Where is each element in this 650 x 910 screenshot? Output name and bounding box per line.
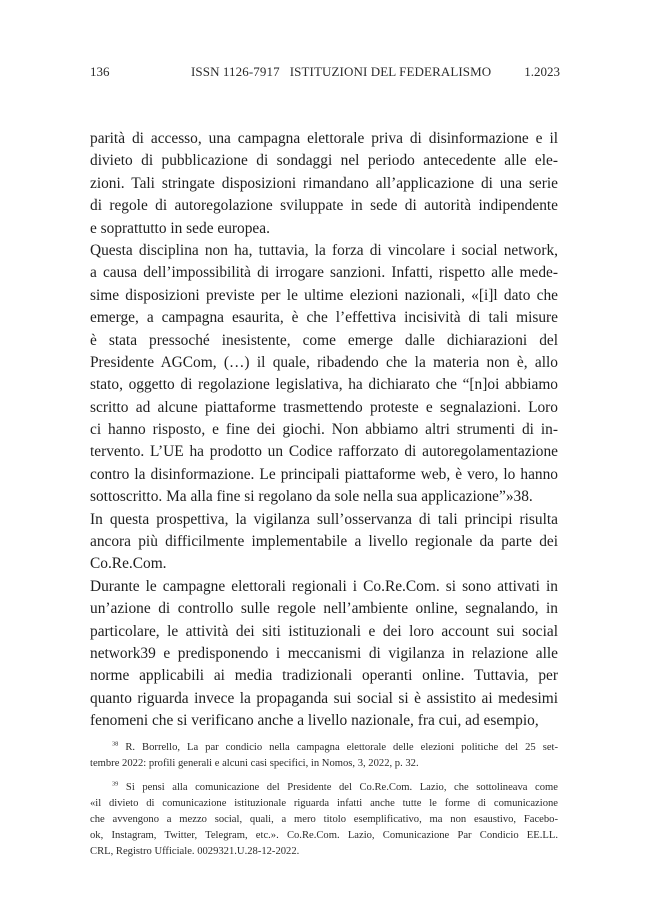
footnote-number: 38 bbox=[112, 740, 119, 748]
body-line: ancora più difficilmente implementabile a livello regionale da parte dei bbox=[90, 533, 558, 551]
body-line: network39 e predisponendo i meccanismi di vigilanza in relazione alle bbox=[90, 644, 558, 662]
body-line: Questa disciplina non ha, tuttavia, la forza di vincolare i social network, bbox=[90, 241, 558, 259]
body-line: scritto ad alcune piattaforme trasmettendo proteste e segnalazioni. Loro bbox=[90, 398, 558, 416]
page-number: 136 bbox=[90, 64, 110, 79]
body-line: parità di accesso, una campagna elettorale priva di disinformazione e il bbox=[90, 130, 558, 147]
body-line: stato, oggetto di regolazione legislativa, ha dichiarato che “[n]oi abbiamo bbox=[90, 376, 558, 394]
body-line: Durante le campagne elettorali regionali i Co.Re.Com. si sono attivati in bbox=[90, 577, 558, 595]
body-line: e soprattutto in sede europea. bbox=[90, 219, 270, 237]
footnote-text: R. Borrello, La par condicio nella campagna elettorale delle elezioni politiche del 25 set- bbox=[125, 742, 558, 753]
footnote-line bbox=[90, 828, 558, 844]
journal-header bbox=[191, 64, 491, 80]
issn: ISSN 1126-7917 bbox=[191, 64, 280, 79]
footnote-38 bbox=[90, 740, 558, 772]
body-line: a causa dell’impossibilità di irrogare sanzioni. Infatti, rispetto alle mede- bbox=[90, 264, 558, 282]
body-line: è stata pressoché inesistente, come emerge dalle dichiarazioni del bbox=[90, 331, 558, 349]
body-line: emerge, a campagna esaurita, è che l’effettiva incisività di tali misure bbox=[90, 309, 558, 327]
body-line: Co.Re.Com. bbox=[90, 555, 167, 573]
body-line: divieto di pubblicazione di sondaggi nel periodo antecedente alle ele- bbox=[90, 152, 558, 170]
body-line: quanto riguarda invece la propaganda sui social si è assistito ai medesimi bbox=[90, 689, 558, 707]
body-line: zioni. Tali stringate disposizioni rimandano all’applicazione di una serie bbox=[90, 174, 558, 192]
footnote-text: Si pensi alla comunicazione del Presidente del Co.Re.Com. Lazio, che sottolineava come bbox=[125, 782, 558, 793]
footnote-line bbox=[90, 756, 558, 772]
body-line: Presidente AGCom, (…) il quale, ribadendo che la materia non è, allo bbox=[90, 353, 558, 371]
footnote-line bbox=[90, 812, 558, 828]
footnote-text: CRL, Registro Ufficiale. 0029321.U.28-12-2022. bbox=[90, 846, 300, 857]
issue-number: 1.2023 bbox=[524, 64, 560, 79]
body-line: un’azione di controllo sulle regole nell’ambiente online, segnalando, in bbox=[90, 600, 558, 618]
footnote-39 bbox=[90, 780, 558, 860]
running-header bbox=[90, 64, 560, 84]
footnote-line bbox=[90, 796, 558, 812]
body-line: ci hanno risposto, e fine dei giochi. Non abbiamo altri strumenti di in- bbox=[90, 421, 558, 439]
footnote-text: ok, Instagram, Twitter, Telegram, etc.». Co.Re.Com. Lazio, Comunicazione Par Condicio EE.LL. bbox=[90, 830, 558, 841]
footnote-text: «il divieto di comunicazione istituzionale riguarda infatti anche tutte le forme di comunicazione bbox=[90, 798, 558, 809]
footnotes bbox=[90, 740, 558, 868]
body-line: contro la disinformazione. Le principali piattaforme web, è vero, lo hanno bbox=[90, 465, 558, 483]
body-line: fenomeni che si verificano anche a livello nazionale, fra cui, ad esempio, bbox=[90, 712, 539, 730]
body-line: tervento. L’UE ha prodotto un Codice rafforzato di autoregolamentazione bbox=[90, 443, 558, 461]
body-text bbox=[90, 128, 558, 733]
body-line: particolare, le attività dei siti istituzionali e dei loro account sui social bbox=[90, 622, 558, 640]
body-line: norme applicabili ai media tradizionali operanti online. Tuttavia, per bbox=[90, 667, 558, 685]
body-line: sottoscritto. Ma alla fine si regolano da sole nella sua applicazione”»38. bbox=[90, 488, 533, 506]
footnote-number: 39 bbox=[112, 780, 119, 788]
body-line: di regole di autoregolazione sviluppate in sede di autorità indipendente bbox=[90, 197, 558, 215]
footnote-text: tembre 2022: profili generali e alcuni casi specifici, in Nomos, 3, 2022, p. 32. bbox=[90, 758, 419, 769]
footnote-line bbox=[90, 740, 558, 756]
body-line: sime disposizioni previste per le ultime elezioni nazionali, «[i]l dato che bbox=[90, 286, 558, 304]
footnote-line bbox=[90, 844, 558, 860]
body-line: In questa prospettiva, la vigilanza sull’osservanza di tali principi risulta bbox=[90, 510, 558, 528]
footnote-text: che avvengono a mezzo social, quali, a mero titolo esemplificativo, ma non esaustivo, Facebo- bbox=[90, 814, 558, 825]
journal-title: ISTITUZIONI DEL FEDERALISMO bbox=[289, 64, 492, 79]
footnote-line bbox=[90, 780, 558, 796]
